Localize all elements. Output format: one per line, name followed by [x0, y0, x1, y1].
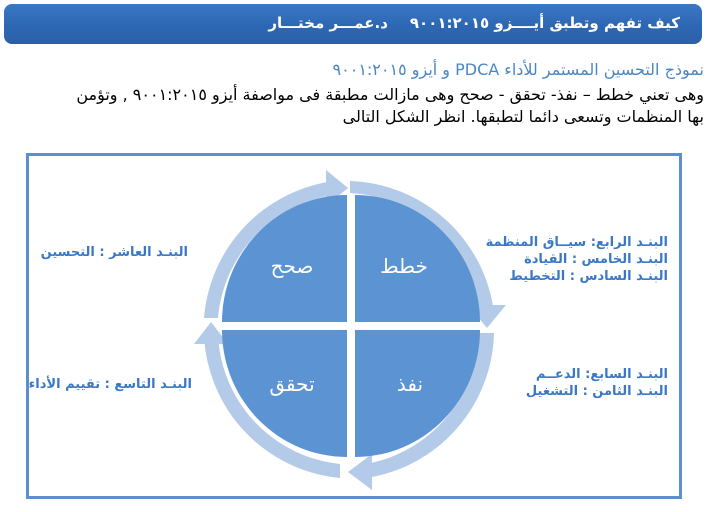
clause-do-2: البنـد الثامن : التشغيل	[525, 384, 668, 399]
pdca-quadrants	[222, 195, 480, 457]
quadrant-label-do: نفذ	[396, 372, 424, 396]
clause-plan-1: البنـد الرابع: سيــاق المنظمة	[485, 235, 668, 250]
clauses-plan	[486, 234, 668, 285]
clause-act-1: البنـد العاشر : التحسين	[40, 245, 188, 260]
intro-line-1: وهى تعني خطط – نفذ- تحقق - صحح وهى مازالت مطبقة فى مواصفة أيزو ٩٠٠١:٢٠١٥ , وتؤمن	[76, 85, 704, 104]
clauses-act	[41, 244, 188, 261]
clause-plan-3: البنـد السادس : التخطيط	[509, 269, 668, 284]
clause-do-1: البنـد السابع: الدعــم	[535, 367, 668, 382]
clauses-do	[526, 366, 668, 400]
quadrant-label-act: صحح	[270, 254, 314, 278]
arrowhead-do-to-check	[348, 454, 372, 490]
quadrant-label-plan: خطط	[380, 254, 428, 278]
quadrant-label-check: تحقق	[269, 372, 315, 396]
page-subtitle: نموذج التحسين المستمر للأداء PDCA و أيزو ٩٠٠١:٢٠١٥	[332, 60, 704, 79]
clause-plan-2: البنـد الخامس : القيادة	[524, 252, 668, 267]
header-author: د.عمـــر مختـــار	[268, 14, 388, 32]
clauses-check	[29, 376, 192, 393]
clause-check-1: البنـد التاسع : تقييم الأداء	[28, 377, 192, 392]
intro-line-2: بها المنظمات وتسعى دائما لتطبقها. انظر الشكل التالى	[342, 107, 704, 126]
quadrant-labels	[269, 254, 428, 396]
header-title: كيف تفهم وتطبق أيــــزو ٩٠٠١:٢٠١٥	[409, 14, 680, 32]
